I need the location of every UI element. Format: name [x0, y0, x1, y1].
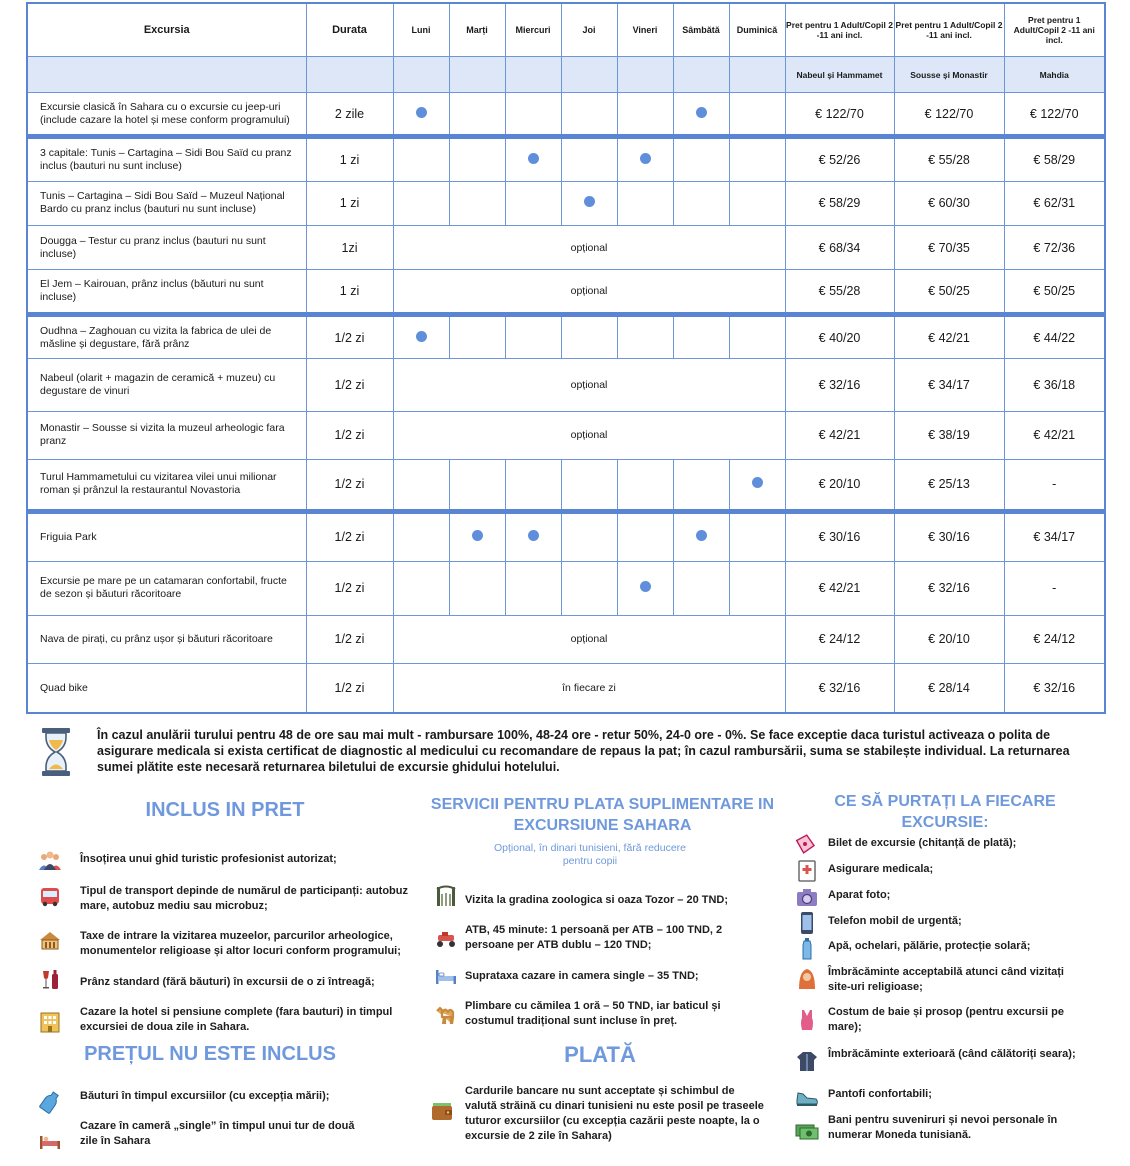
day-cell [505, 137, 561, 181]
price-cell: € 28/14 [894, 664, 1004, 714]
not-included-item: Băuturi în timpul excursiilor (cu excepția mării); [80, 1090, 330, 1102]
day-cell [729, 181, 785, 225]
day-cell [561, 137, 617, 181]
excursion-duration: 2 zile [306, 92, 393, 136]
day-cell [617, 562, 673, 615]
not-included-title: PREȚUL NU ESTE INCLUS [84, 1043, 336, 1065]
excursion-name: Excursie pe mare pe un catamaran confortabil, fructe de sezon și băuturi răcoritoare [27, 562, 306, 615]
day-cell [729, 460, 785, 511]
day-cell [617, 460, 673, 511]
bring-item: Pantofi confortabili; [828, 1088, 932, 1100]
price-cell: € 38/19 [894, 411, 1004, 459]
excursion-duration: 1/2 zi [306, 314, 393, 358]
excursion-name: Tunis – Cartagina – Sidi Bou Saïd – Muzeul Național Bardo cu pranz inclus (bauturi nu sunt incluse) [27, 181, 306, 225]
sneakers-icon [795, 1085, 819, 1109]
day-cell [505, 92, 561, 136]
zoo-gate-icon [434, 884, 458, 908]
included-item: Prânz standard (fără băuturi) în excursii de o zi întreagă; [80, 976, 375, 988]
day-cell [449, 314, 505, 358]
price-cell: € 32/16 [785, 664, 894, 714]
lunch-icon [38, 968, 62, 992]
excursion-name: Nava de pirați, cu prânz ușor și băuturi răcoritoare [27, 615, 306, 663]
available-dot-icon [416, 107, 427, 118]
table-row [27, 270, 1105, 314]
header-price: Pret pentru 1 Adult/Copil 2 -11 ani incl. [785, 3, 894, 57]
day-cell [449, 92, 505, 136]
table-row [27, 411, 1105, 459]
header-day: Marți [449, 3, 505, 57]
table-row [27, 314, 1105, 358]
header-day: Sâmbătă [673, 3, 729, 57]
day-cell [673, 92, 729, 136]
price-cell: € 20/10 [894, 615, 1004, 663]
table-row [27, 511, 1105, 561]
price-cell: € 60/30 [894, 181, 1004, 225]
day-cell [393, 314, 449, 358]
included-item: Tipul de transport depinde de numărul de participanți: autobuz mare, autobuz mediu sau microbuz; [80, 885, 408, 912]
available-dot-icon [528, 530, 539, 541]
day-cell [561, 511, 617, 561]
extra-service-item: Plimbare cu cămilea 1 oră – 50 TND, iar baticul și costumul tradițional sunt incluse în preț. [465, 1000, 721, 1027]
cancellation-note [30, 723, 1100, 781]
excursion-name: Dougga – Testur cu pranz inclus (bauturi nu sunt incluse) [27, 226, 306, 270]
day-cell [505, 562, 561, 615]
price-cell: € 42/21 [785, 562, 894, 615]
included-item: Cazare la hotel si pensiune complete (fara bauturi) in timpul excursiei de doua zile in Sahara. [80, 1006, 393, 1033]
excursion-name: Quad bike [27, 664, 306, 714]
table-row [27, 226, 1105, 270]
extra-service-item: Vizita la gradina zoologica si oaza Tozor – 20 TND; [465, 894, 729, 906]
available-dot-icon [416, 331, 427, 342]
header-duration: Durata [306, 3, 393, 57]
price-cell: € 58/29 [1004, 137, 1105, 181]
ticket-pink-icon [793, 833, 817, 857]
excursion-name: Oudhna – Zaghouan cu vizita la fabrica de ulei de măsline și degustare, fără prânz [27, 314, 306, 358]
day-cell [673, 181, 729, 225]
price-cell: € 32/16 [785, 359, 894, 411]
day-cell [673, 460, 729, 511]
payment-text: Cardurile bancare nu sunt acceptate și schimbul de valută străină cu dinari tunisieni nu este posil pe traseele tuturor excursiilor (cu excepția cazării peste noapte, la o excursie de 2 zile în Sahara) [465, 1085, 764, 1142]
extra-service-item: ATB, 45 minute: 1 persoană per ATB – 100 TND, 2 persoane per ATB dublu – 120 TND; [465, 924, 723, 951]
day-cell [729, 511, 785, 561]
bring-title: CE SĂ PURTAȚI LA FIECARE EXCURSIE: [834, 793, 1056, 831]
price-cell: € 25/13 [894, 460, 1004, 511]
header-day: Joi [561, 3, 617, 57]
available-dot-icon [472, 530, 483, 541]
header-day: Luni [393, 3, 449, 57]
excursion-duration: 1/2 zi [306, 615, 393, 663]
price-cell: € 20/10 [785, 460, 894, 511]
price-cell: € 55/28 [894, 137, 1004, 181]
day-cell [393, 460, 449, 511]
header-region: Nabeul și Hammamet [785, 57, 894, 92]
price-cell: € 62/31 [1004, 181, 1105, 225]
day-cell [617, 92, 673, 136]
day-cell [449, 181, 505, 225]
guide-group-icon [38, 848, 62, 872]
atv-icon [434, 926, 458, 950]
bring-item: Apă, ochelari, pălărie, protecție solară; [828, 940, 1031, 952]
day-cell [673, 562, 729, 615]
hotel-icon [38, 1010, 62, 1034]
excursions-table [26, 2, 1106, 714]
excursion-duration: 1 zi [306, 181, 393, 225]
day-cell [449, 137, 505, 181]
schedule-note: opțional [393, 270, 785, 314]
excursion-duration: 1/2 zi [306, 562, 393, 615]
excursion-name: El Jem – Kairouan, prânz inclus (băuturi nu sunt incluse) [27, 270, 306, 314]
price-cell: € 40/20 [785, 314, 894, 358]
excursion-name: 3 capitale: Tunis – Cartagina – Sidi Bou Saïd cu pranz inclus (bauturi nu sunt incluse) [27, 137, 306, 181]
excursion-name: Nabeul (olarit + magazin de ceramică + muzeu) cu degustare de vinuri [27, 359, 306, 411]
bring-item: Asigurare medicala; [828, 863, 934, 875]
medical-insurance-icon [795, 859, 819, 883]
jacket-icon [795, 1049, 819, 1073]
header-day: Vineri [617, 3, 673, 57]
header-day: Duminică [729, 3, 785, 57]
day-cell [617, 137, 673, 181]
not-included-item: Cazare în cameră „single” în timpul unui tur de două zile în Sahara [80, 1120, 355, 1147]
day-cell [393, 137, 449, 181]
extra-services-title: SERVICII PENTRU PLATA SUPLIMENTARE IN EXCURSIUNE SAHARA [430, 796, 775, 834]
day-cell [505, 460, 561, 511]
day-cell [393, 181, 449, 225]
excursion-name: Friguia Park [27, 511, 306, 561]
day-cell [561, 314, 617, 358]
available-dot-icon [696, 530, 707, 541]
day-cell [617, 181, 673, 225]
bring-item: Aparat foto; [828, 889, 891, 901]
bring-item: Telefon mobil de urgentă; [828, 915, 962, 927]
bed-icon [38, 1128, 62, 1152]
bring-item: Costum de baie și prosop (pentru excursii pe mare); [828, 1006, 1064, 1033]
header-region: Mahdia [1004, 57, 1105, 92]
table-row [27, 664, 1105, 714]
included-item: Taxe de intrare la vizitarea muzeelor, parcurilor arheologice, monumentelor religioase și altor locuri conform programului; [80, 930, 401, 957]
price-cell: € 44/22 [1004, 314, 1105, 358]
excursion-duration: 1 zi [306, 270, 393, 314]
schedule-note: opțional [393, 411, 785, 459]
day-cell [729, 562, 785, 615]
day-cell [505, 181, 561, 225]
money-icon [795, 1118, 819, 1142]
table-row [27, 460, 1105, 511]
excursion-name: Excursie clasică în Sahara cu o excursie cu jeep-uri (include cazare la hotel și mese conform programului) [27, 92, 306, 136]
price-cell: € 122/70 [785, 92, 894, 136]
price-cell: € 122/70 [1004, 92, 1105, 136]
header-price: Pret pentru 1 Adult/Copil 2 -11 ani incl. [894, 3, 1004, 57]
price-cell: - [1004, 562, 1105, 615]
bring-item: Bani pentru suveniruri și nevoi personale în numerar Moneda tunisiană. [828, 1114, 1058, 1141]
price-cell: € 52/26 [785, 137, 894, 181]
day-cell [673, 314, 729, 358]
payment-title: PLATĂ [564, 1042, 636, 1067]
price-cell: € 55/28 [785, 270, 894, 314]
day-cell [673, 511, 729, 561]
table-row [27, 615, 1105, 663]
day-cell [617, 314, 673, 358]
excursion-duration: 1/2 zi [306, 664, 393, 714]
extra-services-subtitle: Opțional, în dinari tunisieni, fără reducere pentru copii [493, 842, 687, 867]
price-cell: € 122/70 [894, 92, 1004, 136]
headscarf-icon [795, 967, 819, 991]
schedule-note: în fiecare zi [393, 664, 785, 714]
day-cell [561, 562, 617, 615]
day-cell [561, 181, 617, 225]
day-cell [393, 511, 449, 561]
table-row [27, 181, 1105, 225]
schedule-note: opțional [393, 359, 785, 411]
available-dot-icon [640, 581, 651, 592]
wallet-icon [430, 1098, 454, 1122]
day-cell [393, 92, 449, 136]
price-cell: € 72/36 [1004, 226, 1105, 270]
schedule-note: opțional [393, 615, 785, 663]
price-cell: € 70/35 [894, 226, 1004, 270]
price-cell: € 32/16 [894, 562, 1004, 615]
day-cell [449, 511, 505, 561]
bus-icon [38, 885, 62, 909]
single-bed-icon [434, 964, 458, 988]
price-cell: € 58/29 [785, 181, 894, 225]
camera-icon [795, 885, 819, 909]
price-cell: € 42/21 [894, 314, 1004, 358]
available-dot-icon [752, 477, 763, 488]
excursion-name: Monastir – Sousse si vizita la muzeul arheologic fara pranz [27, 411, 306, 459]
day-cell [729, 137, 785, 181]
schedule-note: opțional [393, 226, 785, 270]
day-cell [561, 460, 617, 511]
available-dot-icon [528, 153, 539, 164]
hourglass-icon [40, 727, 72, 777]
day-cell [673, 137, 729, 181]
price-cell: - [1004, 460, 1105, 511]
bring-item: Îmbrăcăminte acceptabilă atunci când vizitați site-uri religioase; [828, 966, 1064, 993]
price-cell: € 32/16 [1004, 664, 1105, 714]
cancellation-text: În cazul anulării turului pentru 48 de ore sau mai mult - rambursare 100%, 48-24 ore - retur 50%, 24-0 ore - 0%. Se face exceptie daca turistul activeaza o polita de asigurare medicala si exista certificat de diagnostic al medicului cu recomandare de repaus la pat; în cazul rambursării, suma se stabilește individual. La returnarea sumei plătite este necesară returnarea biletului de excursie ghidului hotelului. [97, 728, 1070, 774]
excursion-name: Turul Hammametului cu vizitarea vilei unui milionar roman și prânzul la restaurantul Novastoria [27, 460, 306, 511]
table-row [27, 562, 1105, 615]
bring-item: Îmbrăcăminte exterioară (când călătoriți seara); [828, 1048, 1076, 1060]
camel-icon [434, 1002, 458, 1026]
price-cell: € 50/25 [1004, 270, 1105, 314]
included-item: Însoțirea unui ghid turistic profesionist autorizat; [80, 853, 337, 865]
header-day: Miercuri [505, 3, 561, 57]
excursion-duration: 1 zi [306, 137, 393, 181]
table-row [27, 137, 1105, 181]
extra-service-item: Suprataxa cazare in camera single – 35 TND; [465, 970, 699, 982]
price-cell: € 24/12 [785, 615, 894, 663]
day-cell [449, 562, 505, 615]
header-excursion: Excursia [27, 3, 306, 57]
price-cell: € 42/21 [1004, 411, 1105, 459]
day-cell [505, 511, 561, 561]
price-cell: € 34/17 [894, 359, 1004, 411]
day-cell [561, 92, 617, 136]
price-cell: € 36/18 [1004, 359, 1105, 411]
header-region: Sousse și Monastir [894, 57, 1004, 92]
excursion-duration: 1/2 zi [306, 511, 393, 561]
price-cell: € 24/12 [1004, 615, 1105, 663]
water-bottle-icon [795, 937, 819, 961]
header-price: Pret pentru 1 Adult/Copil 2 -11 ani incl. [1004, 3, 1105, 57]
excursion-duration: 1/2 zi [306, 460, 393, 511]
bring-item: Bilet de excursie (chitanță de plată); [828, 837, 1017, 849]
price-cell: € 34/17 [1004, 511, 1105, 561]
table-row [27, 92, 1105, 136]
price-cell: € 68/34 [785, 226, 894, 270]
price-cell: € 30/16 [894, 511, 1004, 561]
swimsuit-icon [795, 1008, 819, 1032]
available-dot-icon [640, 153, 651, 164]
day-cell [505, 314, 561, 358]
price-cell: € 30/16 [785, 511, 894, 561]
price-cell: € 50/25 [894, 270, 1004, 314]
day-cell [393, 562, 449, 615]
day-cell [617, 511, 673, 561]
phone-icon [795, 911, 819, 935]
day-cell [729, 314, 785, 358]
day-cell [449, 460, 505, 511]
excursion-duration: 1/2 zi [306, 411, 393, 459]
price-cell: € 42/21 [785, 411, 894, 459]
day-cell [729, 92, 785, 136]
included-title: INCLUS IN PRET [145, 799, 305, 821]
ticket-icon [38, 928, 62, 952]
excursion-duration: 1zi [306, 226, 393, 270]
table-row [27, 359, 1105, 411]
available-dot-icon [696, 107, 707, 118]
available-dot-icon [584, 196, 595, 207]
bottle-icon [38, 1090, 62, 1114]
excursion-duration: 1/2 zi [306, 359, 393, 411]
